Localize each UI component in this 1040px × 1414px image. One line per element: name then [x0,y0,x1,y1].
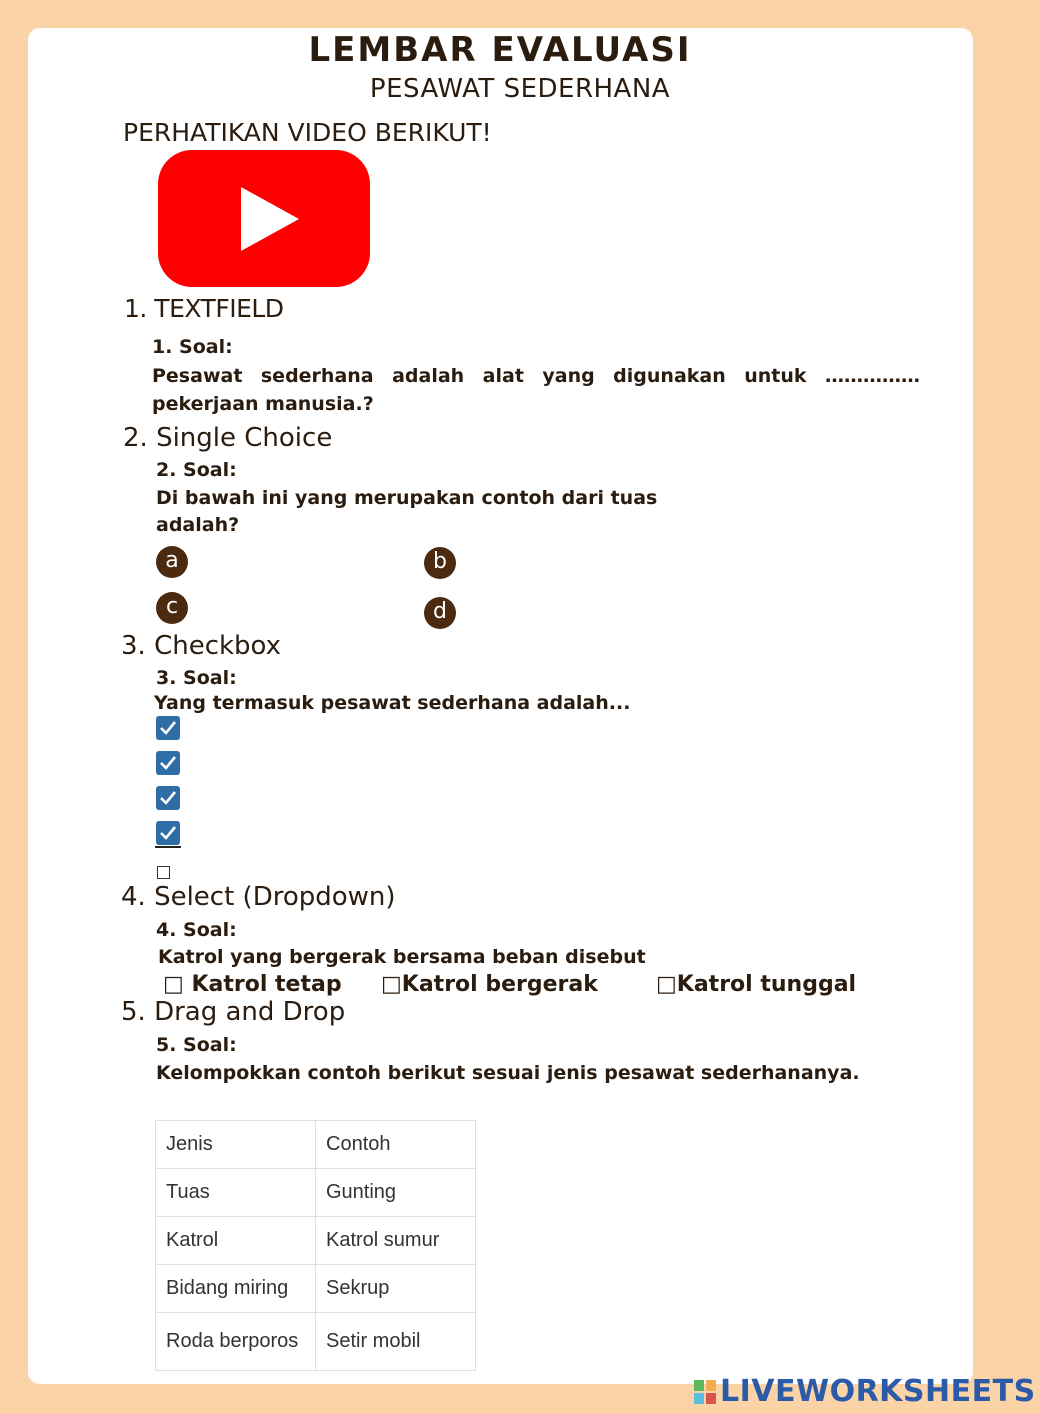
question-5-label: 5. Soal: [156,1034,237,1056]
section-5-heading: 5. Drag and Drop [121,997,346,1027]
brand-logo: LIVEWORKSHEETS [720,1374,1036,1409]
dropdown-option-2[interactable]: □Katrol bergerak [381,972,598,997]
question-3-text: Yang termasuk pesawat sederhana adalah... [154,692,631,714]
checkbox-3[interactable] [156,786,180,810]
check-icon [159,719,177,737]
table-cell[interactable]: Tuas [156,1169,316,1217]
table-cell[interactable]: Setir mobil [316,1313,476,1371]
question-2-text-line1: Di bawah ini yang merupakan contoh dari tuas [156,487,658,509]
table-row [156,1121,476,1169]
table-cell[interactable]: Katrol sumur [316,1217,476,1265]
page-subtitle: PESAWAT SEDERHANA [369,74,671,104]
page-title: LEMBAR EVALUASI [308,30,692,70]
youtube-play-icon[interactable] [158,150,370,287]
checkbox-1[interactable] [156,716,180,740]
table-row [156,1217,476,1265]
table-row [156,1169,476,1217]
table-cell[interactable]: Bidang miring [156,1265,316,1313]
table-cell[interactable]: Katrol [156,1217,316,1265]
question-4-text: Katrol yang bergerak bersama beban disebut [158,946,646,968]
section-4-heading: 4. Select (Dropdown) [121,882,396,912]
option-c-badge[interactable]: c [156,592,188,624]
table-cell[interactable]: Sekrup [316,1265,476,1313]
question-5-text: Kelompokkan contoh berikut sesuai jenis pesawat sederhananya. [156,1062,860,1084]
option-a-badge[interactable]: a [156,546,188,578]
section-2-heading: 2. Single Choice [123,423,333,453]
checkbox-2[interactable] [156,751,180,775]
table-row [156,1265,476,1313]
check-icon [159,754,177,772]
table-cell[interactable]: Gunting [316,1169,476,1217]
question-4-label: 4. Soal: [156,919,237,941]
option-b-badge[interactable]: b [424,547,456,579]
checkbox-4[interactable] [156,821,180,845]
table-row [156,1313,476,1371]
table-cell: Contoh [316,1121,476,1169]
check-icon [159,789,177,807]
option-d-badge[interactable]: d [424,597,456,629]
dropdown-option-1[interactable]: □ Katrol tetap [163,972,342,997]
question-2-label: 2. Soal: [156,459,237,481]
table-cell: Jenis [156,1121,316,1169]
question-1-label: 1. Soal: [152,336,233,358]
liveworksheets-logo-icon [694,1380,716,1404]
checkbox-underline [155,846,181,848]
question-3-label: 3. Soal: [156,667,237,689]
video-instruction: PERHATIKAN VIDEO BERIKUT! [123,118,492,147]
section-3-heading: 3. Checkbox [121,631,282,661]
question-2-text-line2: adalah? [156,514,240,536]
section-1-heading: 1. TEXTFIELD [124,294,284,323]
drag-drop-table [155,1120,476,1371]
empty-checkbox[interactable] [157,866,170,879]
play-triangle-icon [241,187,301,251]
question-1-text: Pesawat sederhana adalah alat yang digunakan untuk …………… pekerjaan manusia.? [152,365,920,415]
check-icon [159,824,177,842]
dropdown-option-3[interactable]: □Katrol tunggal [656,972,857,997]
table-cell[interactable]: Roda berporos [156,1313,316,1371]
